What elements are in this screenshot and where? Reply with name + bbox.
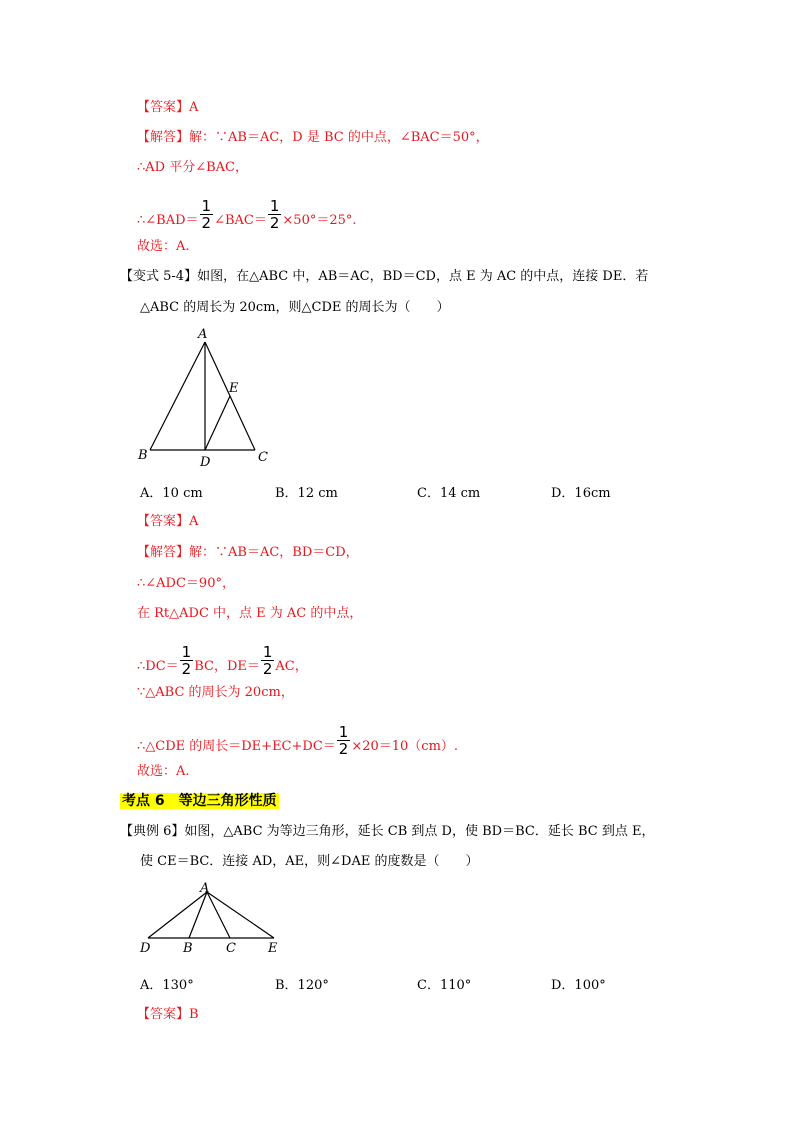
answer-label-1: 【答案】A [137, 100, 199, 115]
option-d: D．16cm [551, 486, 611, 501]
section-heading [120, 791, 279, 812]
vertex-label-c: C [226, 941, 236, 956]
vertex-label-a: A [198, 327, 208, 342]
answer-label-3: 【答案】B [137, 1007, 199, 1022]
solution-text: AC， [275, 659, 308, 674]
fraction-half: $\frac{1}{2}$ [181, 643, 192, 678]
question-text: 【典例 6】如图，△ABC 为等边三角形，延长 CB 到点 D，使 BD＝BC．延长 BC 到点 E， [120, 824, 655, 839]
vertex-label-a: A [200, 881, 210, 896]
option-b: B．12 cm [275, 486, 338, 501]
answer-label-2: 【答案】A [137, 514, 199, 529]
option-c: C．110° [417, 978, 472, 993]
solution-line: 【解答】解：∵AB＝AC，BD＝CD， [137, 545, 359, 560]
solution-line: ∴AD 平分∠BAC， [137, 160, 248, 175]
question-text: 【变式 5-4】如图，在△ABC 中，AB＝AC，BD＝CD，点 E 为 AC 的中点，连接 DE．若 [120, 269, 649, 284]
vertex-label-d: D [200, 455, 211, 470]
vertex-label-e: E [229, 381, 239, 396]
solution-line-fraction [137, 723, 459, 761]
option-c: C．14 cm [417, 486, 481, 501]
vertex-label-b: B [138, 448, 148, 463]
fraction-half: $\frac{1}{2}$ [201, 197, 212, 232]
option-d: D．100° [551, 978, 606, 993]
solution-line-fraction [137, 643, 308, 681]
vertex-label-c: C [258, 450, 268, 465]
section-title: 考点 6 等边三角形性质 [122, 793, 277, 809]
fraction-half: $\frac{1}{2}$ [269, 197, 280, 232]
vertex-label-b: B [183, 941, 193, 956]
solution-text: ×20＝10（cm）. [351, 739, 459, 754]
question-text: △ABC 的周长为 20cm，则△CDE 的周长为（ ） [140, 300, 450, 315]
solution-line: ∴∠ADC＝90°， [137, 576, 235, 591]
solution-text: ∴DC＝ [137, 659, 179, 674]
solution-line: 在 Rt△ADC 中，点 E 为 AC 的中点， [137, 606, 363, 621]
solution-line: 【解答】解：∵AB＝AC，D 是 BC 的中点，∠BAC＝50°， [137, 130, 489, 145]
option-b: B．120° [275, 978, 329, 993]
solution-line: ∵△ABC 的周长为 20cm， [137, 685, 294, 700]
question-text: 使 CE＝BC．连接 AD，AE，则∠DAE 的度数是（ ） [140, 854, 479, 869]
solution-line: 故选：A. [137, 239, 190, 254]
solution-text: BC，DE＝ [194, 659, 260, 674]
option-a: A．130° [140, 978, 194, 993]
solution-text: ∴△CDE 的周长＝DE+EC+DC＝ [137, 739, 336, 754]
fraction-half: $\frac{1}{2}$ [338, 723, 349, 758]
fraction-half: $\frac{1}{2}$ [262, 643, 273, 678]
triangle-figure-1 [130, 322, 280, 470]
solution-line: 故选：A. [137, 764, 190, 779]
triangle-figure-2 [130, 876, 300, 958]
solution-text: ∠BAC＝ [214, 213, 267, 228]
option-a: A．10 cm [140, 486, 203, 501]
solution-text: ∴∠BAD＝ [137, 213, 199, 228]
solution-line-fraction [137, 197, 357, 235]
vertex-label-d: D [140, 941, 151, 956]
solution-text: ×50°＝25°. [282, 213, 357, 228]
vertex-label-e: E [268, 941, 278, 956]
